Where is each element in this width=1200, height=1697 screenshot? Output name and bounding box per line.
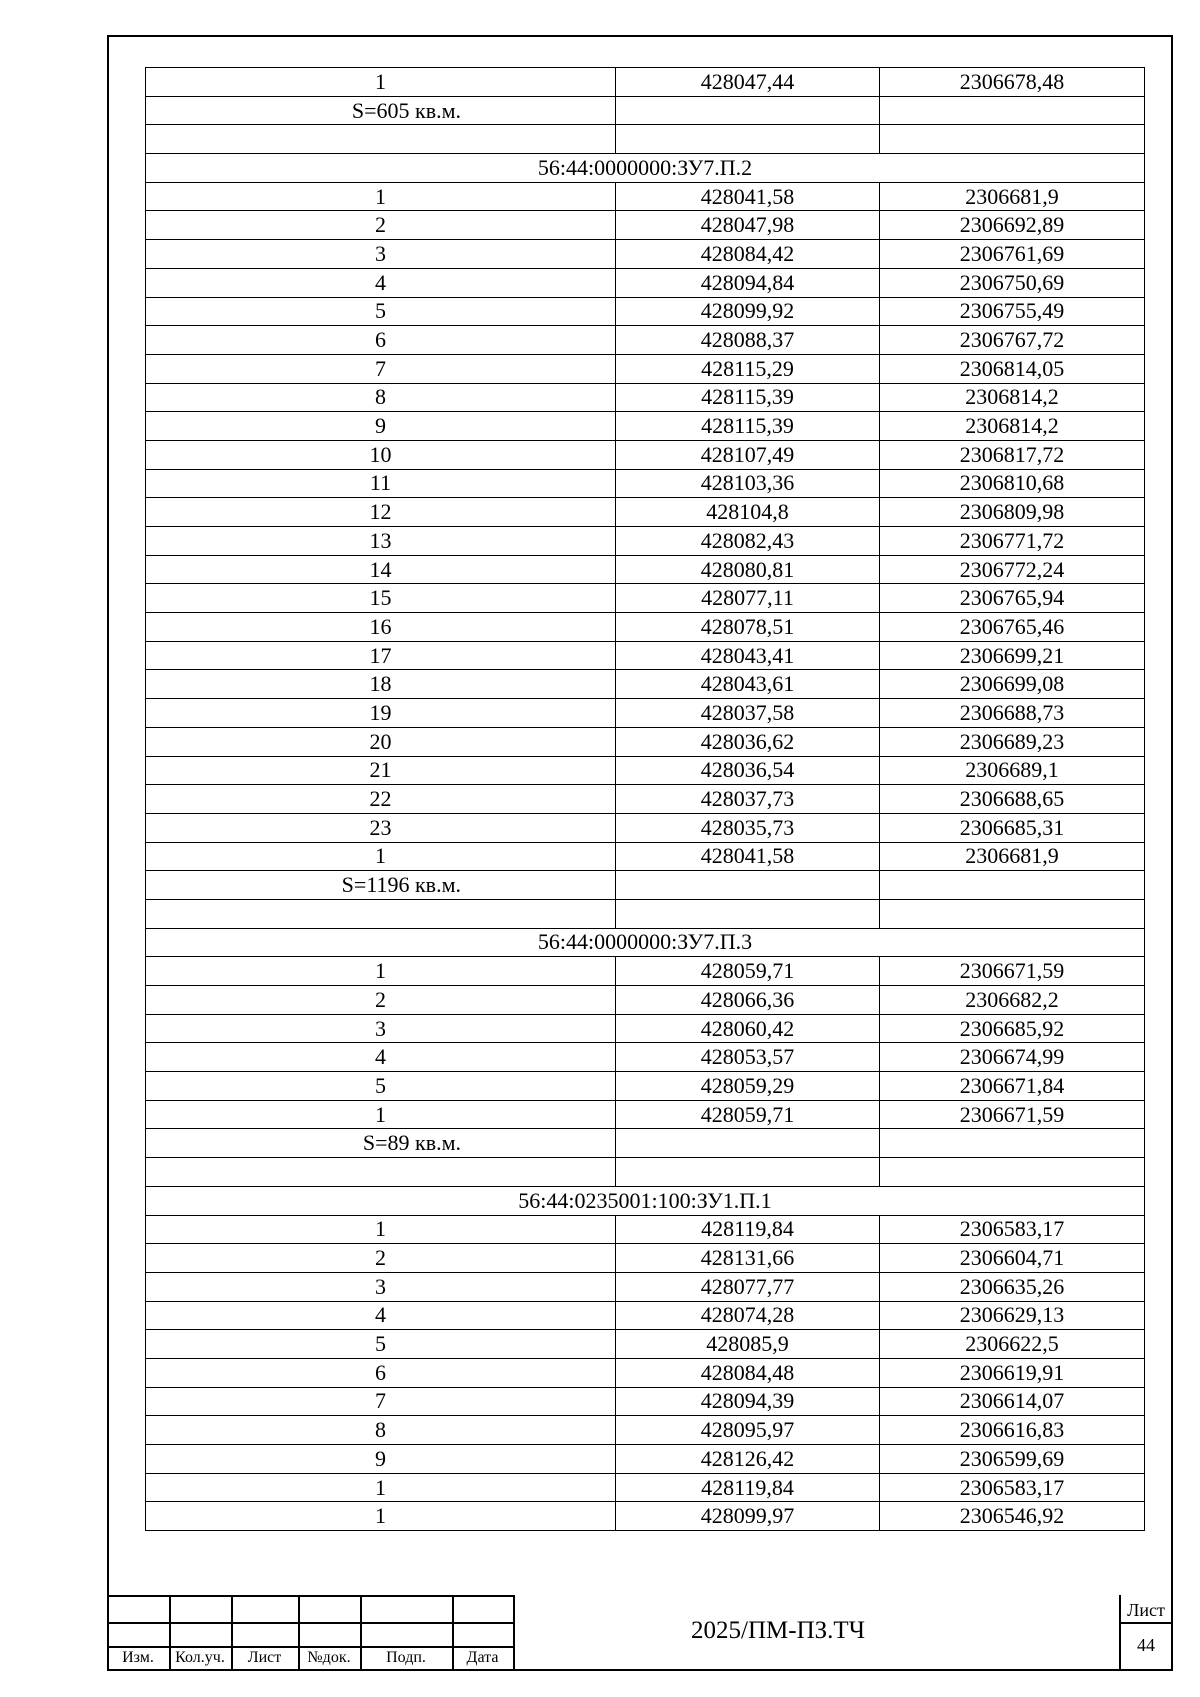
- x-coordinate-cell: 428078,51: [616, 613, 880, 642]
- x-coordinate-cell: 428077,11: [616, 584, 880, 613]
- table-row: [146, 756, 1145, 785]
- x-coordinate-cell: 428099,92: [616, 297, 880, 326]
- y-coordinate-cell: 2306750,69: [880, 268, 1145, 297]
- x-coordinate-cell: 428119,84: [616, 1473, 880, 1502]
- x-coordinate-cell: 428043,41: [616, 641, 880, 670]
- table-row: [146, 440, 1145, 469]
- point-number-cell: 6: [146, 1358, 616, 1387]
- point-number-cell: 4: [146, 1301, 616, 1330]
- x-coordinate-cell: 428088,37: [616, 326, 880, 355]
- x-coordinate-cell: 428080,81: [616, 555, 880, 584]
- area-row: [146, 96, 1145, 125]
- x-coordinate-cell: 428099,97: [616, 1502, 880, 1531]
- point-number-cell: 1: [146, 957, 616, 986]
- x-coordinate-cell: 428084,42: [616, 240, 880, 269]
- spacer-row: [146, 899, 1145, 928]
- table-row: [146, 641, 1145, 670]
- y-coordinate-cell: 2306671,59: [880, 1100, 1145, 1129]
- table-row: [146, 1244, 1145, 1273]
- table-row: [146, 1100, 1145, 1129]
- table-row: [146, 670, 1145, 699]
- point-number-cell: 2: [146, 1244, 616, 1273]
- table-row: [146, 842, 1145, 871]
- point-number-cell: 7: [146, 1387, 616, 1416]
- x-coordinate-cell: 428115,29: [616, 354, 880, 383]
- point-number-cell: 4: [146, 268, 616, 297]
- empty-cell: [146, 125, 616, 154]
- point-number-cell: 6: [146, 326, 616, 355]
- y-coordinate-cell: 2306671,84: [880, 1072, 1145, 1101]
- x-coordinate-cell: 428095,97: [616, 1416, 880, 1445]
- point-number-cell: 17: [146, 641, 616, 670]
- x-coordinate-cell: 428036,62: [616, 727, 880, 756]
- x-coordinate-cell: 428131,66: [616, 1244, 880, 1273]
- stamp-label-ndok: №док.: [307, 1649, 351, 1666]
- y-coordinate-cell: 2306688,65: [880, 785, 1145, 814]
- y-coordinate-cell: 2306688,73: [880, 699, 1145, 728]
- y-coordinate-cell: 2306814,2: [880, 383, 1145, 412]
- y-coordinate-cell: 2306546,92: [880, 1502, 1145, 1531]
- table-row: [146, 354, 1145, 383]
- table-row: [146, 699, 1145, 728]
- empty-cell: [616, 899, 880, 928]
- point-number-cell: 3: [146, 240, 616, 269]
- y-coordinate-cell: 2306699,08: [880, 670, 1145, 699]
- table-row: [146, 1014, 1145, 1043]
- x-coordinate-cell: 428115,39: [616, 412, 880, 441]
- table-row: [146, 469, 1145, 498]
- x-coordinate-cell: 428037,58: [616, 699, 880, 728]
- x-coordinate-cell: 428085,9: [616, 1330, 880, 1359]
- empty-cell: [146, 899, 616, 928]
- table-row: [146, 412, 1145, 441]
- x-coordinate-cell: 428059,29: [616, 1072, 880, 1101]
- x-coordinate-cell: 428037,73: [616, 785, 880, 814]
- stamp-label-list: Лист: [247, 1649, 282, 1666]
- table-row: [146, 1416, 1145, 1445]
- spacer-row: [146, 1158, 1145, 1187]
- y-coordinate-cell: 2306635,26: [880, 1272, 1145, 1301]
- point-number-cell: 14: [146, 555, 616, 584]
- y-coordinate-cell: 2306616,83: [880, 1416, 1145, 1445]
- table-row: [146, 1072, 1145, 1101]
- table-row: [146, 1272, 1145, 1301]
- title-block: [107, 1595, 1173, 1671]
- point-number-cell: 1: [146, 1502, 616, 1531]
- table-row: [146, 1330, 1145, 1359]
- point-number-cell: 12: [146, 498, 616, 527]
- area-cell: [146, 871, 616, 900]
- area-text: S=89 кв.м.: [362, 1130, 461, 1156]
- y-coordinate-cell: 2306685,31: [880, 813, 1145, 842]
- x-coordinate-cell: 428084,48: [616, 1358, 880, 1387]
- point-number-cell: 1: [146, 1473, 616, 1502]
- table-row: [146, 986, 1145, 1015]
- area-row: [146, 1129, 1145, 1158]
- point-number-cell: 5: [146, 297, 616, 326]
- x-coordinate-cell: 428036,54: [616, 756, 880, 785]
- sheet-label: Лист: [1127, 1600, 1165, 1620]
- x-coordinate-cell: 428059,71: [616, 1100, 880, 1129]
- y-coordinate-cell: 2306671,59: [880, 957, 1145, 986]
- table-row: [146, 1387, 1145, 1416]
- table-row: [146, 498, 1145, 527]
- x-coordinate-cell: 428103,36: [616, 469, 880, 498]
- table-row: [146, 383, 1145, 412]
- table-row: [146, 1301, 1145, 1330]
- table-row: [146, 1358, 1145, 1387]
- y-coordinate-cell: 2306765,94: [880, 584, 1145, 613]
- y-coordinate-cell: 2306622,5: [880, 1330, 1145, 1359]
- table-row: [146, 727, 1145, 756]
- x-coordinate-cell: 428035,73: [616, 813, 880, 842]
- point-number-cell: 15: [146, 584, 616, 613]
- parcel-header-row: [146, 154, 1145, 183]
- stamp-label-data: Дата: [466, 1649, 499, 1666]
- empty-cell: [880, 125, 1145, 154]
- point-number-cell: 20: [146, 727, 616, 756]
- point-number-cell: 1: [146, 1215, 616, 1244]
- y-coordinate-cell: 2306614,07: [880, 1387, 1145, 1416]
- table-row: [146, 1445, 1145, 1474]
- table-row: [146, 584, 1145, 613]
- point-number-cell: 2: [146, 986, 616, 1015]
- y-coordinate-cell: 2306689,23: [880, 727, 1145, 756]
- coordinates-table: [145, 67, 1145, 1531]
- area-cell: [146, 96, 616, 125]
- point-number-cell: 5: [146, 1072, 616, 1101]
- parcel-id: 56:44:0235001:100:ЗУ1.П.1: [146, 1186, 1145, 1215]
- document-code: 2025/ПМ-ПЗ.ТЧ: [691, 1617, 865, 1644]
- table-row: [146, 1215, 1145, 1244]
- empty-cell: [616, 1158, 880, 1187]
- x-coordinate-cell: 428041,58: [616, 182, 880, 211]
- table-row: [146, 1473, 1145, 1502]
- x-coordinate-cell: 428115,39: [616, 383, 880, 412]
- point-number-cell: 18: [146, 670, 616, 699]
- y-coordinate-cell: 2306771,72: [880, 527, 1145, 556]
- empty-cell: [880, 899, 1145, 928]
- point-number-cell: 3: [146, 1014, 616, 1043]
- y-coordinate-cell: 2306817,72: [880, 440, 1145, 469]
- table-row: [146, 297, 1145, 326]
- table-row: [146, 240, 1145, 269]
- table-row: [146, 1502, 1145, 1531]
- point-number-cell: 23: [146, 813, 616, 842]
- table-row: [146, 211, 1145, 240]
- y-coordinate-cell: 2306755,49: [880, 297, 1145, 326]
- y-coordinate-cell: 2306685,92: [880, 1014, 1145, 1043]
- y-coordinate-cell: 2306604,71: [880, 1244, 1145, 1273]
- x-coordinate-cell: 428094,39: [616, 1387, 880, 1416]
- point-number-cell: 1: [146, 1100, 616, 1129]
- table-row: [146, 268, 1145, 297]
- area-text: S=605 кв.м.: [351, 97, 461, 123]
- point-number-cell: 4: [146, 1043, 616, 1072]
- point-number-cell: 11: [146, 469, 616, 498]
- x-coordinate-cell: 428060,42: [616, 1014, 880, 1043]
- x-coordinate-cell: 428077,77: [616, 1272, 880, 1301]
- y-coordinate-cell: 2306767,72: [880, 326, 1145, 355]
- empty-cell: [880, 1129, 1145, 1158]
- empty-cell: [616, 96, 880, 125]
- empty-cell: [880, 1158, 1145, 1187]
- parcel-id: 56:44:0000000:ЗУ7.П.3: [146, 928, 1145, 957]
- point-number-cell: 22: [146, 785, 616, 814]
- point-number-cell: 7: [146, 354, 616, 383]
- parcel-id: 56:44:0000000:ЗУ7.П.2: [146, 154, 1145, 183]
- point-number-cell: 1: [146, 68, 616, 97]
- empty-cell: [616, 871, 880, 900]
- x-coordinate-cell: 428047,44: [616, 68, 880, 97]
- y-coordinate-cell: 2306809,98: [880, 498, 1145, 527]
- x-coordinate-cell: 428041,58: [616, 842, 880, 871]
- y-coordinate-cell: 2306678,48: [880, 68, 1145, 97]
- y-coordinate-cell: 2306629,13: [880, 1301, 1145, 1330]
- y-coordinate-cell: 2306681,9: [880, 182, 1145, 211]
- point-number-cell: 8: [146, 383, 616, 412]
- point-number-cell: 9: [146, 412, 616, 441]
- x-coordinate-cell: 428047,98: [616, 211, 880, 240]
- y-coordinate-cell: 2306674,99: [880, 1043, 1145, 1072]
- point-number-cell: 5: [146, 1330, 616, 1359]
- point-number-cell: 19: [146, 699, 616, 728]
- y-coordinate-cell: 2306583,17: [880, 1215, 1145, 1244]
- table-row: [146, 527, 1145, 556]
- empty-cell: [616, 1129, 880, 1158]
- table-row: [146, 326, 1145, 355]
- x-coordinate-cell: 428126,42: [616, 1445, 880, 1474]
- stamp-label-izm: Изм.: [122, 1649, 154, 1666]
- table-row: [146, 785, 1145, 814]
- x-coordinate-cell: 428053,57: [616, 1043, 880, 1072]
- y-coordinate-cell: 2306761,69: [880, 240, 1145, 269]
- empty-cell: [880, 96, 1145, 125]
- y-coordinate-cell: 2306810,68: [880, 469, 1145, 498]
- point-number-cell: 1: [146, 842, 616, 871]
- point-number-cell: 10: [146, 440, 616, 469]
- table-row: [146, 68, 1145, 97]
- y-coordinate-cell: 2306583,17: [880, 1473, 1145, 1502]
- x-coordinate-cell: 428043,61: [616, 670, 880, 699]
- area-cell: [146, 1129, 616, 1158]
- point-number-cell: 2: [146, 211, 616, 240]
- point-number-cell: 9: [146, 1445, 616, 1474]
- table-row: [146, 1043, 1145, 1072]
- stamp-label-kol-uch: Кол.уч.: [175, 1649, 225, 1666]
- y-coordinate-cell: 2306681,9: [880, 842, 1145, 871]
- table-row: [146, 613, 1145, 642]
- point-number-cell: 21: [146, 756, 616, 785]
- x-coordinate-cell: 428059,71: [616, 957, 880, 986]
- spacer-row: [146, 125, 1145, 154]
- y-coordinate-cell: 2306765,46: [880, 613, 1145, 642]
- x-coordinate-cell: 428104,8: [616, 498, 880, 527]
- y-coordinate-cell: 2306689,1: [880, 756, 1145, 785]
- empty-cell: [616, 125, 880, 154]
- sheet-number: 44: [1137, 1635, 1155, 1655]
- y-coordinate-cell: 2306772,24: [880, 555, 1145, 584]
- empty-cell: [146, 1158, 616, 1187]
- point-number-cell: 13: [146, 527, 616, 556]
- table-row: [146, 957, 1145, 986]
- point-number-cell: 3: [146, 1272, 616, 1301]
- x-coordinate-cell: 428082,43: [616, 527, 880, 556]
- parcel-header-row: [146, 1186, 1145, 1215]
- empty-cell: [880, 871, 1145, 900]
- y-coordinate-cell: 2306619,91: [880, 1358, 1145, 1387]
- table-row: [146, 182, 1145, 211]
- stamp-label-podp: Подп.: [386, 1649, 426, 1666]
- x-coordinate-cell: 428066,36: [616, 986, 880, 1015]
- y-coordinate-cell: 2306682,2: [880, 986, 1145, 1015]
- parcel-header-row: [146, 928, 1145, 957]
- y-coordinate-cell: 2306692,89: [880, 211, 1145, 240]
- x-coordinate-cell: 428074,28: [616, 1301, 880, 1330]
- x-coordinate-cell: 428107,49: [616, 440, 880, 469]
- table-row: [146, 555, 1145, 584]
- point-number-cell: 8: [146, 1416, 616, 1445]
- point-number-cell: 1: [146, 182, 616, 211]
- y-coordinate-cell: 2306599,69: [880, 1445, 1145, 1474]
- x-coordinate-cell: 428119,84: [616, 1215, 880, 1244]
- y-coordinate-cell: 2306814,05: [880, 354, 1145, 383]
- area-text: S=1196 кв.м.: [341, 872, 461, 898]
- point-number-cell: 16: [146, 613, 616, 642]
- y-coordinate-cell: 2306814,2: [880, 412, 1145, 441]
- y-coordinate-cell: 2306699,21: [880, 641, 1145, 670]
- table-row: [146, 813, 1145, 842]
- x-coordinate-cell: 428094,84: [616, 268, 880, 297]
- area-row: [146, 871, 1145, 900]
